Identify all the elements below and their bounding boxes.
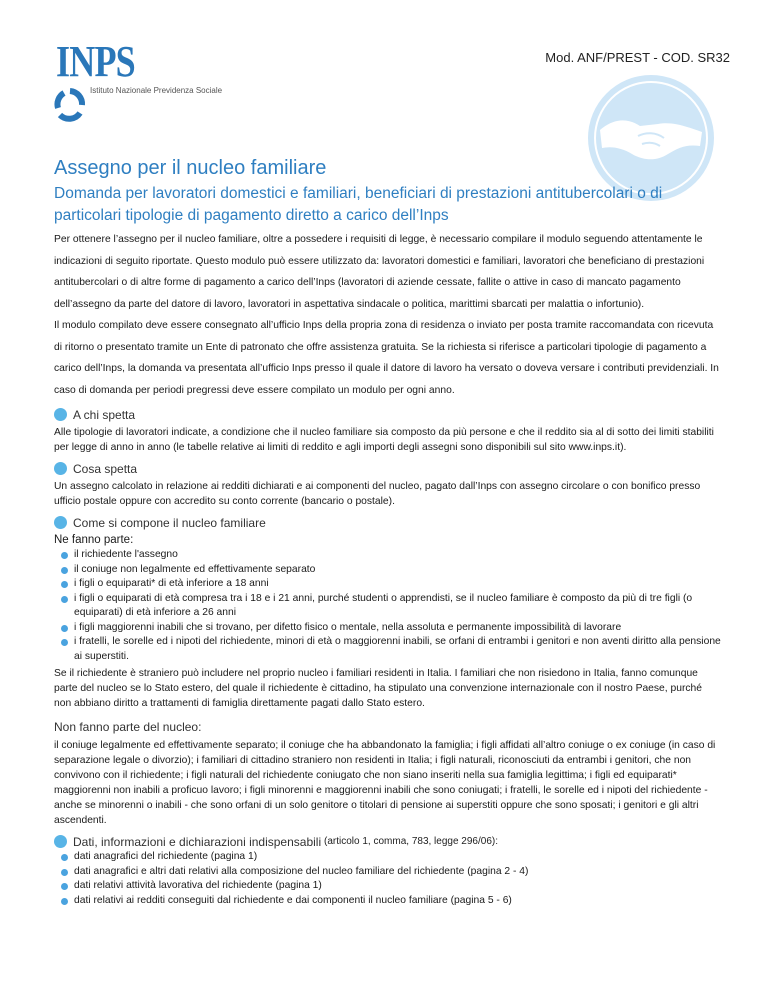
list-item: i figli o equiparati di età compresa tra i 18 e i 21 anni, purché studenti o apprendisti, se il nucleo familiare è composto da più di tre figli (o equiparati) di età inferiore a 26 anni xyxy=(61,592,722,621)
list-item: il coniuge non legalmente ed effettivamente separato xyxy=(61,563,722,578)
list-item: il richiedente l'assegno xyxy=(61,548,722,563)
section-nucleo-familiare xyxy=(54,514,722,531)
list-item: i figli o equiparati* di età inferiore a 18 anni xyxy=(61,577,722,592)
dati-list xyxy=(54,850,722,908)
not-part-body: il coniuge legalmente ed effettivamente separato; il coniuge che ha abbandonato la famiglia; i figli affidati all’altro coniuge o ex coniuge (in caso di separazione legale o divorzio); i familiari di cittadino straniero non residenti in Italia; i figli naturali, riconosciuti da entrambi i genitori, che non convivono con il richiedente; i figli naturali del richiedente coniugato che non siano inseriti nella sua famiglia legittima; i figli ed equiparati* maggiorenni non inabili a proficuo lavoro; i figli minorenni e maggiorenni inabili che sono coniugati; i fratelli, le sorelle ed i nipoti del richiedente - anche se minorenni o inabili - che sono orfani di un solo genitore o titolari di pensione ai superstiti oppure che sono sposati; i genitori e gli altri ascendenti. xyxy=(54,740,716,826)
nucleo-members-list xyxy=(54,548,722,664)
section-body: Un assegno calcolato in relazione ai redditi dichiarati e ai componenti del nucleo, pagato dall’Inps con assegno circolare o con bonifico presso ufficio postale oppure con accredito su conto corrente (bancario o postale). xyxy=(54,481,701,507)
list-item: i fratelli, le sorelle ed i nipoti del richiedente, minori di età o maggiorenni inabili, se orfani di entrambi i genitori e non aventi diritto alla pensione ai superstiti. xyxy=(61,635,722,664)
section-title: A chi spetta xyxy=(73,407,136,422)
section-body: Alle tipologie di lavoratori indicate, a condizione che il nucleo familiare sia composto da più persone e che il reddito sia al di sotto dei limiti stabiliti per legge di anno in anno (le tabelle relative ai limiti di reddito e agli importi degli assegni sono disponibili sul sito www.inps.it). xyxy=(54,427,714,453)
section-title: Dati, informazioni e dichiarazioni indispensabili xyxy=(73,834,322,849)
intro xyxy=(54,229,722,401)
section-cosa-spetta xyxy=(54,460,722,477)
law-reference: (articolo 1, comma, 783, legge 296/06): xyxy=(324,836,498,847)
form-code: Mod. ANF/PREST - COD. SR32 xyxy=(545,50,730,65)
section-title: Come si compone il nucleo familiare xyxy=(73,515,266,530)
bullet-icon xyxy=(54,835,67,848)
org-name: Istituto Nazionale Previdenza Sociale xyxy=(90,86,223,95)
list-lead: Ne fanno parte: xyxy=(54,534,134,546)
intro-paragraph: Il modulo compilato deve essere consegnato all’ufficio Inps della propria zona di residenza o inviato per posta tramite raccomandata con ricevuta di ritorno o presentato tramite un Ente di patronato che offre assistenza gratuita. Se la richiesta si riferisce a particolari tipologie di pagamento a carico dell’Inps, la domanda va presentata all’ufficio Inps presso il quale il datore di lavoro ha versato o doveva versare i contributi previdenziali. In caso di domanda per periodi pregressi deve essere compilato un modulo per ogni anno. xyxy=(54,320,719,396)
page-title: Assegno per il nucleo familiare xyxy=(54,157,327,179)
list-item: dati relativi attività lavorativa del richiedente (pagina 1) xyxy=(61,879,722,894)
foreign-note: Se il richiedente è straniero può includere nel proprio nucleo i familiari residenti in Italia. I familiari che non risiedono in Italia, fanno comunque parte del nucleo se lo Stato estero, del quale il richiedente è cittadino, ha stipulato una convenzione internazionale con il nostro Paese, purché non abbiano diritto a trattamenti di famiglia direttamente pagati dallo Stato estero. xyxy=(54,668,702,709)
intro-paragraph: Per ottenere l’assegno per il nucleo familiare, oltre a possedere i requisiti di legge, è necessario compilare il modulo seguendo attentamente le indicazioni di seguito riportate. Questo modulo può essere utilizzato da: lavoratori domestici e familiari, lavoratori che beneficiano di prestazioni antitubercolari o di altre forme di pagamento a carico dell’Inps (lavoratori di aziende cessate, fallite o attive in caso di mancato pagamento dell’assegno da parte del datore di lavoro, lavoratori in aspettativa sindacale o politica, marittimi sbarcati per malattia o infortunio). xyxy=(54,234,705,310)
not-part-title: Non fanno parte del nucleo: xyxy=(54,720,202,734)
bullet-icon xyxy=(54,462,67,475)
document-body xyxy=(54,229,722,908)
list-item: dati anagrafici e altri dati relativi alla composizione del nucleo familiare del richiedente (pagina 2 - 4) xyxy=(61,865,722,880)
inps-arrows-icon xyxy=(54,88,86,122)
section-title: Cosa spetta xyxy=(73,461,138,476)
logo-wordmark: INPS xyxy=(56,37,135,86)
section-a-chi-spetta xyxy=(54,406,722,423)
list-item: i figli maggiorenni inabili che si trovano, per difetto fisico o mentale, nella assoluta e permanente impossibilità di lavorare xyxy=(61,621,722,636)
list-item: dati relativi ai redditi conseguiti dal richiedente e dai componenti il nucleo familiare (pagina 5 - 6) xyxy=(61,894,722,909)
section-dati-informazioni xyxy=(54,833,722,850)
inps-logo xyxy=(52,38,222,130)
bullet-icon xyxy=(54,408,67,421)
bullet-icon xyxy=(54,516,67,529)
page-subtitle: Domanda per lavoratori domestici e familiari, beneficiari di prestazioni antitubercolari o di particolari tipologie di pagamento diretto a carico dell’Inps xyxy=(54,185,663,224)
list-item: dati anagrafici del richiedente (pagina 1) xyxy=(61,850,722,865)
